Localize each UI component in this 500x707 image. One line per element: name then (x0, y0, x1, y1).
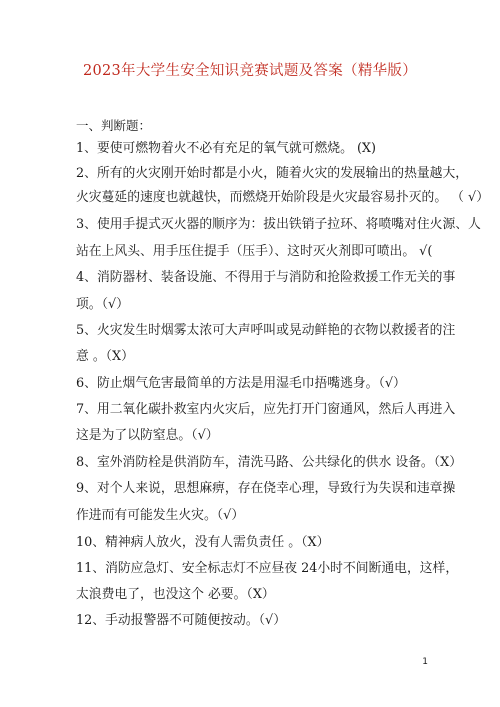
question-line: 9、对个人来说，思想麻痹，存在侥幸心理，导致行为失误和违章操 (76, 481, 456, 496)
question-line: 8、室外消防栓是供消防车，清洗马路、公共绿化的供水 设备。（X） (76, 455, 463, 470)
question-line: 7、用二氧化碳扑救室内火灾后，应先打开门窗通风，然后人再进入 (76, 402, 456, 417)
question-line: 1、要使可燃物着火不必有充足的氧气就可燃烧。 (X) (76, 141, 377, 156)
question-line: 这是为了以防窒息。（√） (76, 428, 219, 443)
question-line: 太浪费电了，也没这个 必要。（X） (76, 587, 275, 602)
question-line: 项。（√） (76, 297, 129, 312)
page-number: 1 (422, 657, 428, 667)
question-line: 5、火灾发生时烟雾太浓可大声呼叫或晃动鲜艳的衣物以救援者的注 (76, 323, 456, 338)
question-line: 火灾蔓延的速度也就越快，而燃烧开始阶段是火灾最容易扑灭的。 （ √） (76, 190, 489, 205)
document-title: 2023年大学生安全知识竞赛试题及答案（精华版） (82, 63, 418, 79)
question-line: 站在上风头、用手压住提手（压手）、这时灭火剂即可喷出。 √( (76, 244, 433, 259)
section-heading: 一、判断题： (76, 118, 152, 133)
question-line: 意 。（X） (76, 349, 134, 364)
question-line: 3、使用手提式灭火器的顺序为：拔出铁销子拉环、将喷嘴对住火源、人 (76, 217, 481, 232)
question-line: 11、消防应急灯、安全标志灯不应昼夜 24小时不间断通电，这样， (76, 561, 459, 576)
question-line: 10、精神病人放火，没有人需负责任 。（X） (76, 535, 330, 550)
question-line: 作进而有可能发生火灾。（√） (76, 508, 245, 523)
question-line: 12、手动报警器不可随便按动。（√） (76, 613, 286, 628)
question-line: 6、防止烟气危害最简单的方法是用湿毛巾捂嘴逃身。（√） (76, 376, 406, 391)
question-line: 4、消防器材、装备设施、不得用于与消防和抢险救援工作无关的事 (76, 270, 456, 285)
question-line: 2、所有的火灾刚开始时都是小火，随着火灾的发展输出的热量越大， (76, 166, 469, 181)
